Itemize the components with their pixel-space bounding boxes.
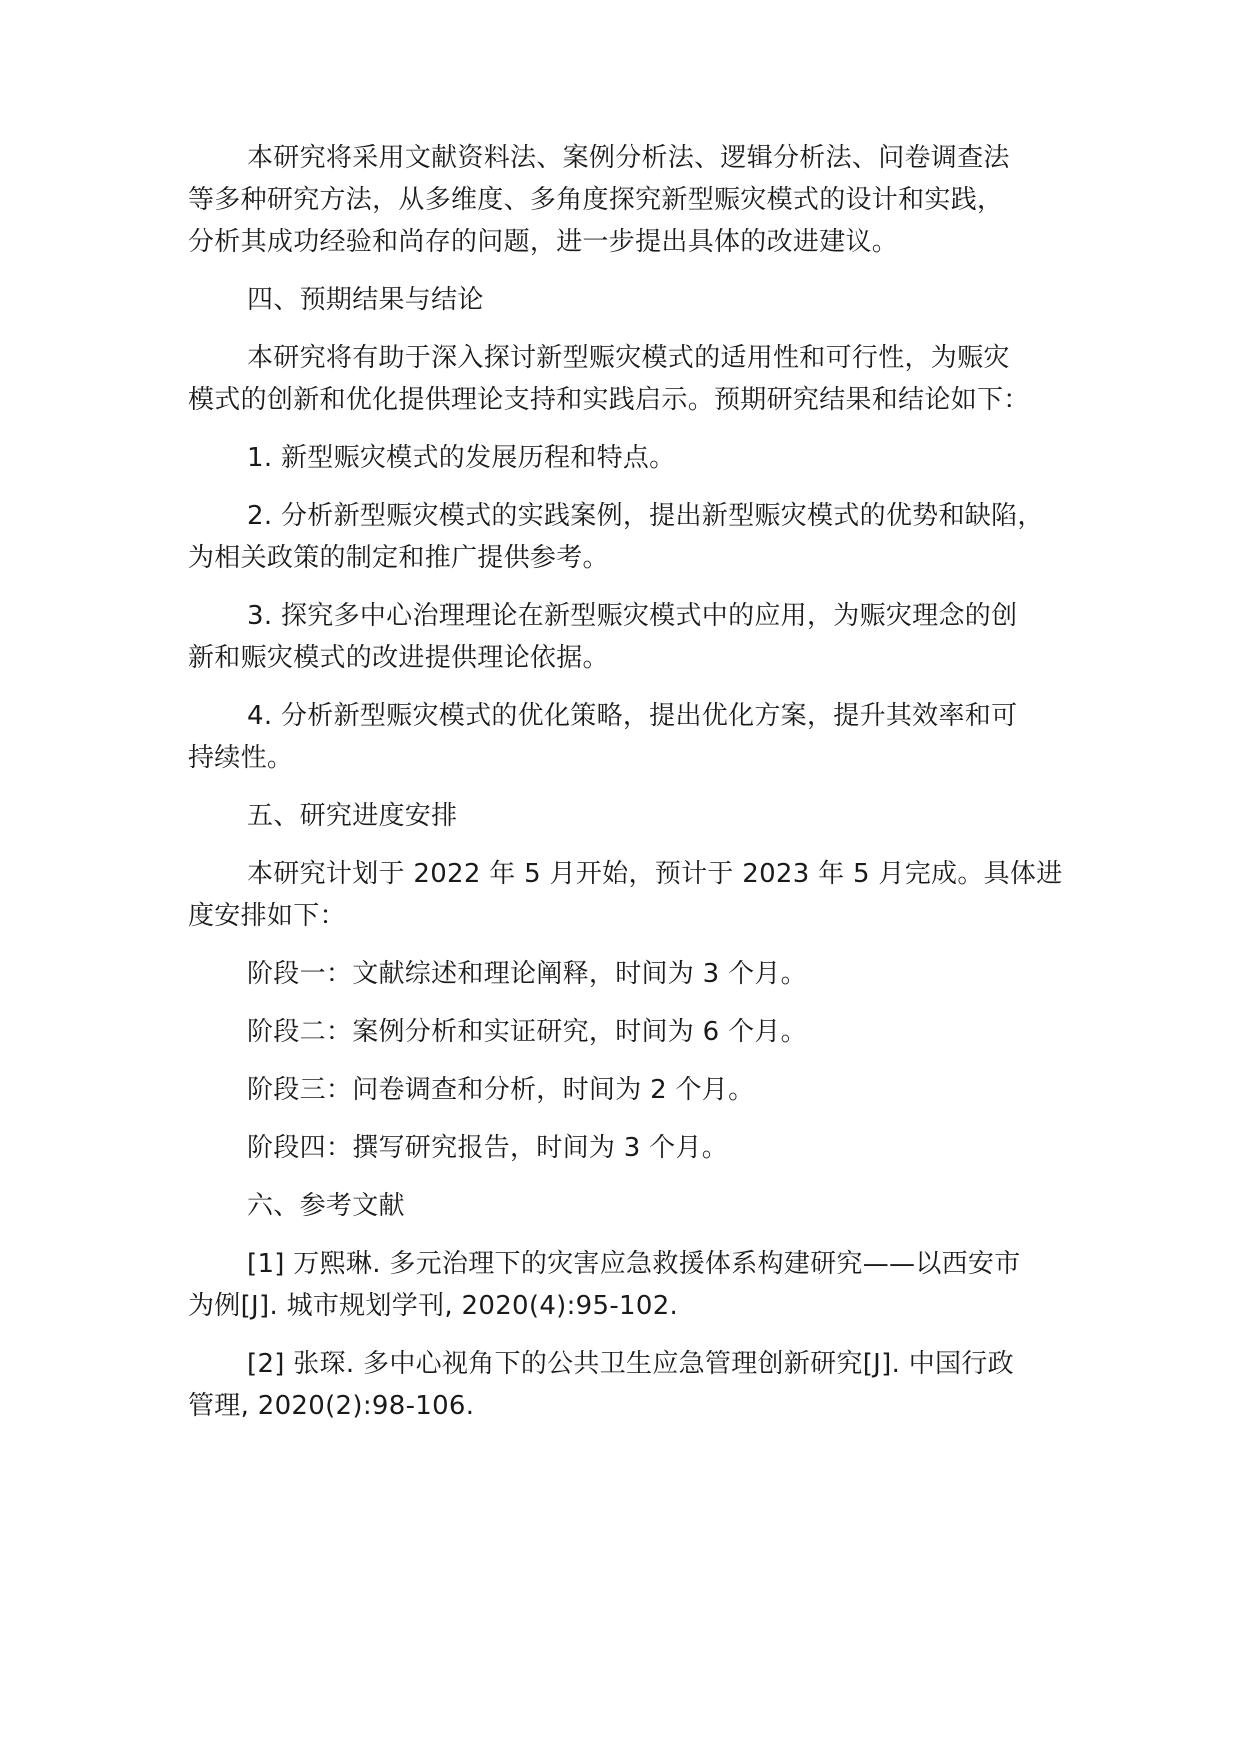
paragraph-line: 本研究将采用文献资料法、案例分析法、逻辑分析法、问卷调查法 [247, 143, 1010, 173]
reference-continuation: 管理, 2020(2):98-106. [188, 1391, 475, 1421]
paragraph-line: 等多种研究方法，从多维度、多角度探究新型赈灾模式的设计和实践， [188, 185, 1004, 215]
list-item-continuation: 持续性。 [188, 743, 294, 773]
section-heading: 四、预期结果与结论 [247, 285, 484, 315]
list-item-continuation: 新和赈灾模式的改进提供理论依据。 [188, 643, 609, 673]
reference-item: [2] 张琛. 多中心视角下的公共卫生应急管理创新研究[J]. 中国行政 [247, 1349, 1014, 1379]
paragraph-line: 度安排如下： [188, 901, 346, 931]
reference-item: [1] 万熙琳. 多元治理下的灾害应急救援体系构建研究——以西安市 [247, 1249, 1021, 1279]
paragraph-line: 本研究计划于 2022 年 5 月开始，预计于 2023 年 5 月完成。具体进 [247, 859, 1063, 889]
list-item: 1. 新型赈灾模式的发展历程和特点。 [247, 443, 676, 473]
schedule-stage: 阶段二：案例分析和实证研究，时间为 6 个月。 [247, 1017, 807, 1047]
section-heading: 六、参考文献 [247, 1191, 405, 1221]
paragraph-line: 分析其成功经验和尚存的问题，进一步提出具体的改进建议。 [188, 227, 899, 257]
paragraph-line: 模式的创新和优化提供理论支持和实践启示。预期研究结果和结论如下： [188, 385, 1030, 415]
list-item: 3. 探究多中心治理理论在新型赈灾模式中的应用，为赈灾理念的创 [247, 601, 1018, 631]
schedule-stage: 阶段三：问卷调查和分析，时间为 2 个月。 [247, 1075, 755, 1105]
reference-continuation: 为例[J]. 城市规划学刊, 2020(4):95-102. [188, 1291, 679, 1321]
schedule-stage: 阶段一：文献综述和理论阐释，时间为 3 个月。 [247, 959, 807, 989]
paragraph-line: 本研究将有助于深入探讨新型赈灾模式的适用性和可行性，为赈灾 [247, 343, 1010, 373]
list-item: 2. 分析新型赈灾模式的实践案例，提出新型赈灾模式的优势和缺陷， [247, 501, 1044, 531]
list-item: 4. 分析新型赈灾模式的优化策略，提出优化方案，提升其效率和可 [247, 701, 1018, 731]
schedule-stage: 阶段四：撰写研究报告，时间为 3 个月。 [247, 1133, 729, 1163]
section-heading: 五、研究进度安排 [247, 801, 458, 831]
list-item-continuation: 为相关政策的制定和推广提供参考。 [188, 543, 609, 573]
